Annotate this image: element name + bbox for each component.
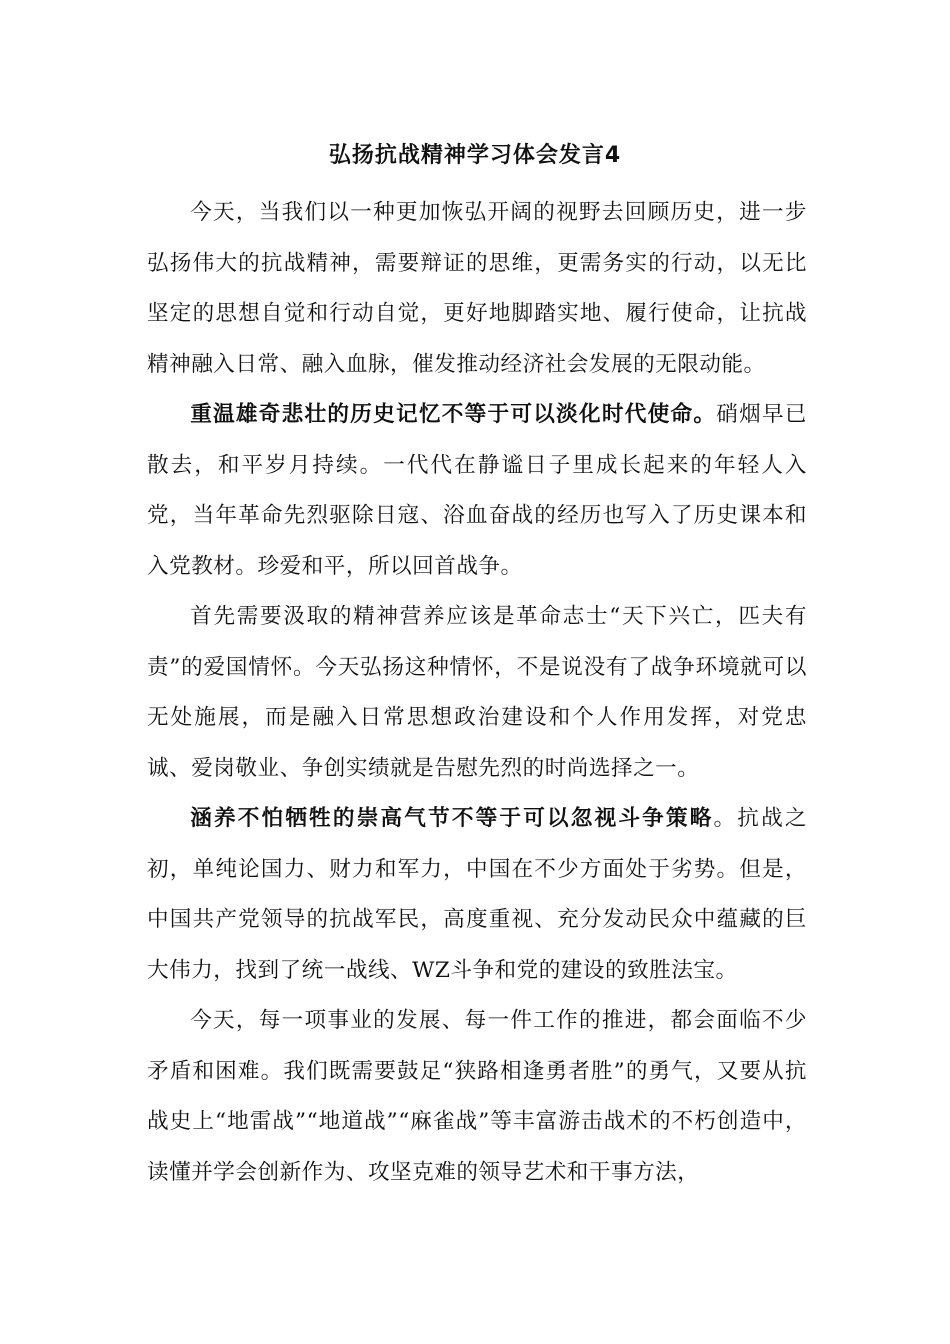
- document-title: 弘扬抗战精神学习体会发言4: [328, 143, 622, 168]
- paragraph-text: 今天，每一项事业的发展、每一件工作的推进，都会面临不少矛盾和困难。我们既需要鼓足“狭路相逢勇者胜”的勇气，又要从抗战史上“地雷战”“地道战”“麻雀战”等丰富游击战术的不朽创造中，读懂并学会创新作为、攻坚克难的领导艺术和干事方法，: [147, 1008, 807, 1185]
- paragraph: [147, 188, 807, 390]
- paragraph-text: 今天，当我们以一种更加恢弘开阔的视野去回顾历史，进一步弘扬伟大的抗战精神，需要辩证的思维，更需务实的行动，以无比坚定的思想自觉和行动自觉，更好地脚踏实地、履行使命，让抗战精神融入日常、融入血脉，催发推动经济社会发展的无限动能。: [147, 200, 807, 377]
- paragraph: [147, 996, 807, 1198]
- paragraph: [147, 592, 807, 794]
- paragraph-text: 硝烟早已散去，和平岁月持续。一代代在静谧日子里成长起来的年轻人入党，当年革命先烈驱除日寇、浴血奋战的经历也写入了历史课本和入党教材。珍爱和平，所以回首战争。: [147, 402, 807, 579]
- paragraph: [147, 390, 807, 592]
- paragraph: [147, 794, 807, 996]
- document-body: [147, 188, 807, 1198]
- paragraph-lead: 重温雄奇悲壮的历史记忆不等于可以淡化时代使命。: [190, 402, 717, 427]
- paragraph-lead: 涵养不怕牺牲的崇高气节不等于可以忽视斗争策略: [190, 806, 714, 831]
- paragraph-text: 。抗战之初，单纯论国力、财力和军力，中国在不少方面处于劣势。但是，中国共产党领导的抗战军民，高度重视、充分发动民众中蕴藏的巨大伟力，找到了统一战线、WZ斗争和党的建设的致胜法宝。: [147, 806, 807, 983]
- paragraph-text: 首先需要汲取的精神营养应该是革命志士“天下兴亡，匹夫有责”的爱国情怀。今天弘扬这种情怀，不是说没有了战争环境就可以无处施展，而是融入日常思想政治建设和个人作用发挥，对党忠诚、爱岗敬业、争创实绩就是告慰先烈的时尚选择之一。: [147, 604, 807, 781]
